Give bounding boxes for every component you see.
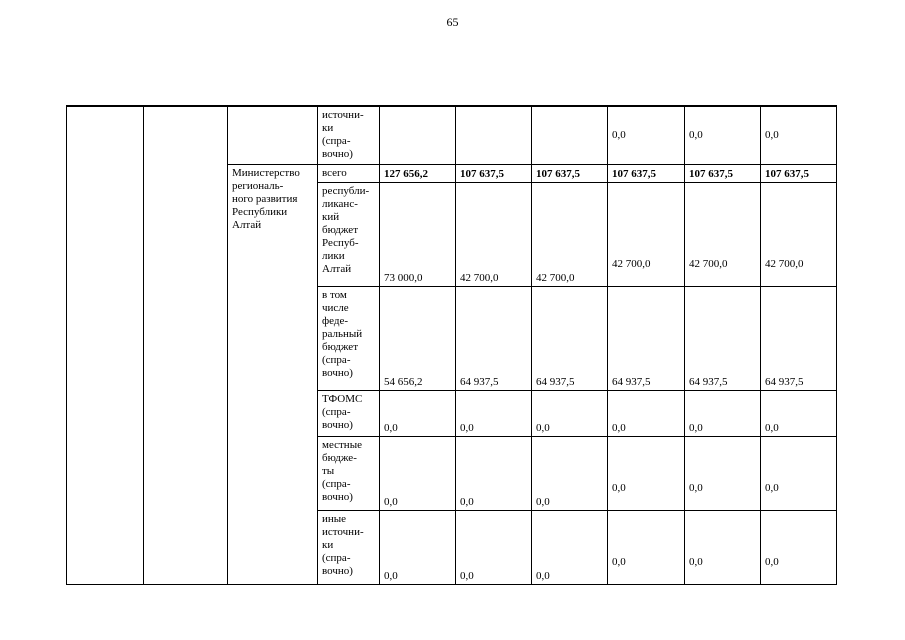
- ministry-name: Министерство региональ- ного развития Республики Алтай: [228, 164, 318, 584]
- value-cell: 64 937,5: [608, 286, 685, 390]
- value-cell: 0,0: [761, 390, 837, 436]
- source-label: республи- ликанс- кий бюджет Респуб- лики Алтай: [318, 182, 380, 286]
- value-cell: 107 637,5: [685, 164, 761, 182]
- empty-cell: [67, 106, 144, 584]
- value-cell: 107 637,5: [532, 164, 608, 182]
- source-label: местные бюдже- ты (спра- вочно): [318, 436, 380, 510]
- empty-cell: [144, 106, 228, 584]
- value-cell: 0,0: [532, 390, 608, 436]
- value-cell: 73 000,0: [380, 182, 456, 286]
- value-cell: 0,0: [685, 436, 761, 510]
- value-cell: 0,0: [761, 436, 837, 510]
- source-label: источни- ки (спра- вочно): [318, 106, 380, 164]
- page-number: 65: [446, 15, 459, 29]
- value-cell: [380, 106, 456, 164]
- value-cell: 0,0: [685, 510, 761, 584]
- value-cell: 0,0: [380, 390, 456, 436]
- value-cell: 0,0: [456, 436, 532, 510]
- source-label: ТФОМС (спра- вочно): [318, 390, 380, 436]
- value-cell: 64 937,5: [685, 286, 761, 390]
- source-label: иные источни- ки (спра- вочно): [318, 510, 380, 584]
- value-cell: 0,0: [456, 390, 532, 436]
- value-cell: 107 637,5: [608, 164, 685, 182]
- empty-cell: [228, 106, 318, 164]
- source-label: всего: [318, 164, 380, 182]
- value-cell: 0,0: [761, 106, 837, 164]
- value-cell: 0,0: [532, 510, 608, 584]
- value-cell: 107 637,5: [456, 164, 532, 182]
- value-cell: 0,0: [532, 436, 608, 510]
- value-cell: 0,0: [380, 436, 456, 510]
- value-cell: 64 937,5: [456, 286, 532, 390]
- source-label: в том числе феде- ральный бюджет (спра- вочно): [318, 286, 380, 390]
- value-cell: 42 700,0: [532, 182, 608, 286]
- value-cell: 0,0: [761, 510, 837, 584]
- value-cell: 107 637,5: [761, 164, 837, 182]
- value-cell: 0,0: [608, 436, 685, 510]
- value-cell: 64 937,5: [532, 286, 608, 390]
- value-cell: 0,0: [608, 390, 685, 436]
- value-cell: 0,0: [608, 510, 685, 584]
- table-row: [67, 106, 837, 164]
- value-cell: 42 700,0: [685, 182, 761, 286]
- budget-table: [66, 105, 837, 585]
- value-cell: 0,0: [380, 510, 456, 584]
- value-cell: 42 700,0: [608, 182, 685, 286]
- value-cell: 64 937,5: [761, 286, 837, 390]
- value-cell: [456, 106, 532, 164]
- value-cell: 54 656,2: [380, 286, 456, 390]
- value-cell: [532, 106, 608, 164]
- value-cell: 0,0: [608, 106, 685, 164]
- value-cell: 0,0: [456, 510, 532, 584]
- value-cell: 127 656,2: [380, 164, 456, 182]
- value-cell: 42 700,0: [761, 182, 837, 286]
- value-cell: 0,0: [685, 106, 761, 164]
- value-cell: 0,0: [685, 390, 761, 436]
- value-cell: 42 700,0: [456, 182, 532, 286]
